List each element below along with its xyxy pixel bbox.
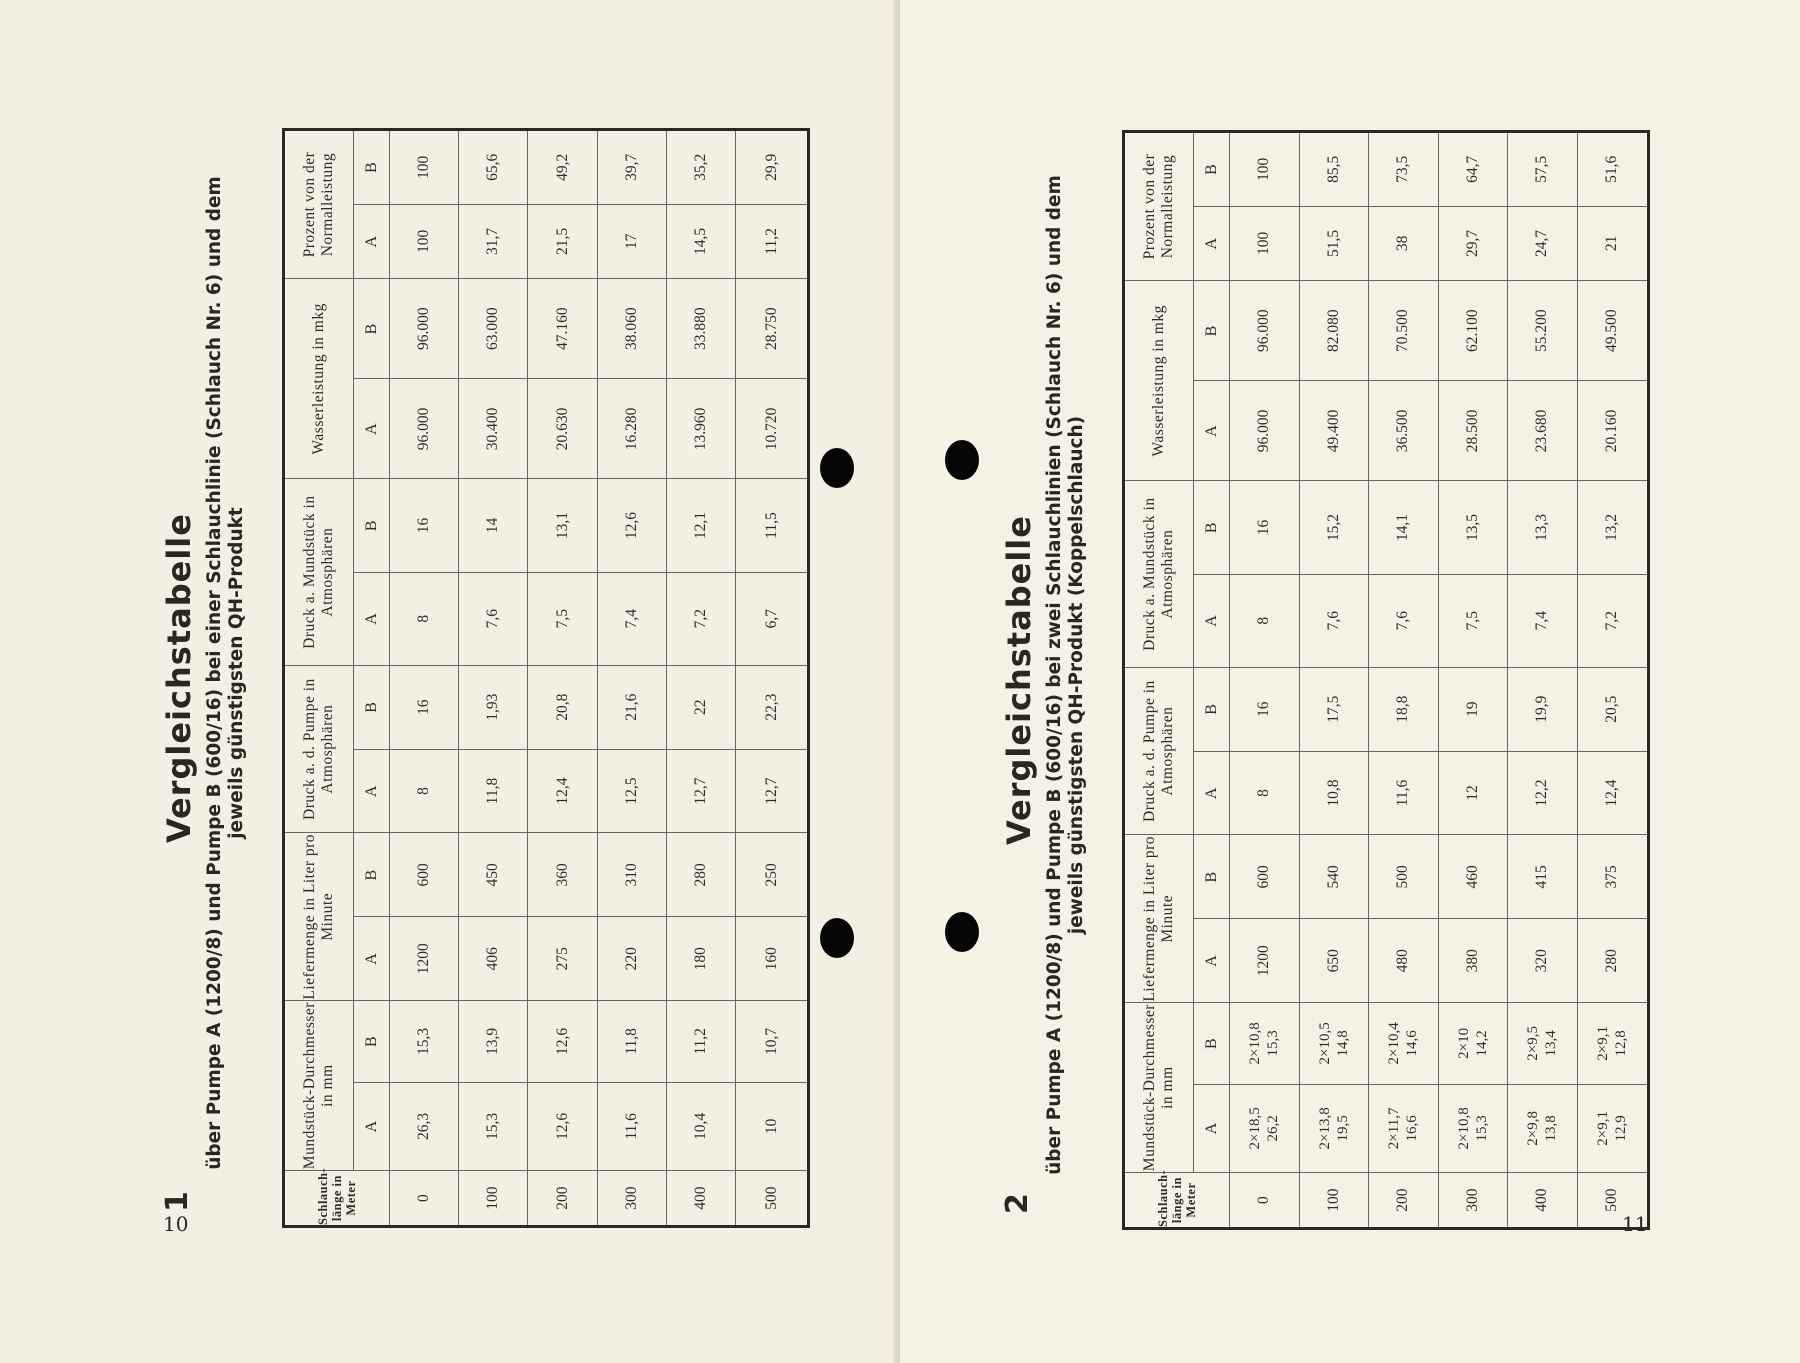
table-number: 1 <box>160 1191 195 1212</box>
cell-percent-a: 100 <box>1230 206 1300 281</box>
cell-pump-pressure-b: 16 <box>390 665 459 749</box>
cell-diameter-a: 11,6 <box>597 1082 666 1170</box>
cell-nozzle-pressure-a: 7,6 <box>459 572 528 665</box>
cell-flow-b: 250 <box>736 833 809 917</box>
cell-flow-a: 220 <box>597 917 666 1001</box>
cell-flow-a: 280 <box>1577 919 1648 1003</box>
header-b: B <box>1194 281 1230 381</box>
cell-diameter-a: 26,3 <box>390 1082 459 1170</box>
table-subtitle <box>204 134 248 1212</box>
diameter-b-line-1: 2×9,1 <box>1595 1026 1612 1061</box>
cell-percent-b: 65,6 <box>459 130 528 205</box>
cell-percent-b: 51,6 <box>1577 132 1648 207</box>
cell-percent-b: 35,2 <box>666 130 735 205</box>
cell-diameter-b <box>1508 1003 1578 1085</box>
cell-pump-pressure-a: 10,8 <box>1299 751 1369 835</box>
page-number-left: 10 <box>163 1212 189 1236</box>
diameter-a-line-1: 2×18,5 <box>1247 1107 1264 1150</box>
header-percent: Prozent von der Normalleistung <box>284 130 354 279</box>
cell-pump-pressure-b: 19,9 <box>1508 667 1578 751</box>
header-water-power: Wasserleistung in mkg <box>284 279 354 479</box>
cell-percent-a: 38 <box>1369 206 1439 281</box>
cell-diameter-b: 15,3 <box>390 1001 459 1083</box>
cell-water-power-a: 49.400 <box>1299 381 1369 481</box>
table-row <box>666 130 735 1227</box>
cell-nozzle-pressure-a: 7,4 <box>597 572 666 665</box>
table-title: Vergleichstabelle <box>1000 515 1038 845</box>
diameter-b-line-2: 14,2 <box>1473 1030 1490 1057</box>
table-1-rotated <box>160 128 810 1228</box>
cell-water-power-b: 96.000 <box>390 279 459 379</box>
header-a: A <box>354 749 390 833</box>
cell-diameter-b: 10,7 <box>736 1001 809 1083</box>
cell-nozzle-pressure-a: 7,2 <box>1577 574 1648 667</box>
table-row <box>736 130 809 1227</box>
cell-nozzle-pressure-b: 12,1 <box>666 479 735 572</box>
header-a: A <box>1194 206 1230 281</box>
cell-percent-a: 21 <box>1577 206 1648 281</box>
cell-water-power-b: 33.880 <box>666 279 735 379</box>
cell-pump-pressure-a: 12 <box>1438 751 1508 835</box>
header-b: B <box>1194 481 1230 574</box>
page-number-right: 11 <box>1622 1212 1648 1236</box>
cell-pump-pressure-b: 16 <box>1230 667 1300 751</box>
table-row <box>390 130 459 1227</box>
diameter-b-line-2: 14,6 <box>1404 1030 1421 1057</box>
table-1-heading <box>160 128 278 1228</box>
cell-flow-b: 540 <box>1299 835 1369 919</box>
diameter-a-line-1: 2×9,8 <box>1525 1111 1542 1146</box>
cell-nozzle-pressure-a: 7,5 <box>528 572 597 665</box>
header-a: A <box>354 379 390 479</box>
cell-length: 200 <box>528 1171 597 1227</box>
punch-hole <box>820 918 854 958</box>
cell-nozzle-pressure-b: 11,5 <box>736 479 809 572</box>
table-subtitle <box>1044 136 1088 1214</box>
header-b: B <box>354 479 390 572</box>
cell-water-power-b: 63.000 <box>459 279 528 379</box>
diameter-a-line-1: 2×11,7 <box>1386 1107 1403 1150</box>
cell-pump-pressure-a: 12,5 <box>597 749 666 833</box>
cell-percent-b: 29,9 <box>736 130 809 205</box>
table-row <box>1230 132 1300 1229</box>
cell-water-power-b: 55.200 <box>1508 281 1578 381</box>
cell-percent-a: 11,2 <box>736 204 809 279</box>
cell-length: 400 <box>666 1171 735 1227</box>
header-a: A <box>354 204 390 279</box>
cell-pump-pressure-b: 17,5 <box>1299 667 1369 751</box>
diameter-a-line-1: 2×10,8 <box>1455 1107 1472 1150</box>
cell-pump-pressure-a: 12,2 <box>1508 751 1578 835</box>
cell-pump-pressure-b: 18,8 <box>1369 667 1439 751</box>
header-a: A <box>1194 751 1230 835</box>
header-b: B <box>1194 1003 1230 1085</box>
cell-percent-b: 100 <box>390 130 459 205</box>
diameter-a-line-2: 16,6 <box>1404 1115 1421 1142</box>
cell-water-power-b: 28.750 <box>736 279 809 379</box>
cell-water-power-b: 62.100 <box>1438 281 1508 381</box>
cell-water-power-b: 38.060 <box>597 279 666 379</box>
table-title: Vergleichstabelle <box>160 513 198 843</box>
cell-flow-a: 406 <box>459 917 528 1001</box>
cell-diameter-b <box>1230 1003 1300 1085</box>
cell-pump-pressure-b: 22 <box>666 665 735 749</box>
diameter-b-line-1: 2×10,4 <box>1386 1022 1403 1065</box>
cell-pump-pressure-b: 22,3 <box>736 665 809 749</box>
cell-water-power-a: 28.500 <box>1438 381 1508 481</box>
diameter-a-line-2: 12,9 <box>1613 1115 1630 1142</box>
cell-percent-a: 24,7 <box>1508 206 1578 281</box>
cell-flow-a: 1200 <box>1230 919 1300 1003</box>
header-a: A <box>1194 574 1230 667</box>
header-b: B <box>354 833 390 917</box>
subtitle-line-2: jeweils günstigsten QH-Produkt (Koppelschlauch) <box>1066 415 1087 935</box>
cell-nozzle-pressure-a: 7,4 <box>1508 574 1578 667</box>
punch-hole <box>945 440 979 480</box>
cell-water-power-b: 96.000 <box>1230 281 1300 381</box>
cell-percent-a: 17 <box>597 204 666 279</box>
cell-percent-a: 31,7 <box>459 204 528 279</box>
cell-nozzle-pressure-a: 8 <box>390 572 459 665</box>
cell-pump-pressure-a: 11,6 <box>1369 751 1439 835</box>
header-b: B <box>1194 667 1230 751</box>
cell-pump-pressure-a: 8 <box>1230 751 1300 835</box>
cell-nozzle-pressure-a: 7,6 <box>1369 574 1439 667</box>
cell-flow-a: 380 <box>1438 919 1508 1003</box>
cell-diameter-a: 10,4 <box>666 1082 735 1170</box>
header-a: A <box>1194 1084 1230 1172</box>
cell-length: 300 <box>597 1171 666 1227</box>
cell-nozzle-pressure-a: 8 <box>1230 574 1300 667</box>
comparison-table-2 <box>1122 130 1650 1230</box>
table-row <box>597 130 666 1227</box>
cell-percent-a: 14,5 <box>666 204 735 279</box>
cell-diameter-a <box>1369 1084 1439 1172</box>
punch-hole <box>945 912 979 952</box>
cell-length: 500 <box>736 1171 809 1227</box>
cell-pump-pressure-a: 12,4 <box>1577 751 1648 835</box>
cell-flow-b: 600 <box>1230 835 1300 919</box>
cell-water-power-a: 36.500 <box>1369 381 1439 481</box>
comparison-table-1 <box>282 128 810 1228</box>
cell-percent-b: 85,5 <box>1299 132 1369 207</box>
header-length: Schlauch-länge in Meter <box>284 1171 390 1227</box>
cell-water-power-b: 82.080 <box>1299 281 1369 381</box>
cell-length: 0 <box>1230 1173 1300 1229</box>
cell-diameter-a: 12,6 <box>528 1082 597 1170</box>
cell-diameter-a <box>1577 1084 1648 1172</box>
cell-flow-b: 280 <box>666 833 735 917</box>
cell-flow-b: 375 <box>1577 835 1648 919</box>
cell-water-power-b: 49.500 <box>1577 281 1648 381</box>
cell-water-power-a: 10.720 <box>736 379 809 479</box>
cell-pump-pressure-b: 1,93 <box>459 665 528 749</box>
header-flow: Liefermenge in Liter pro Minute <box>1124 835 1194 1003</box>
header-b: B <box>1194 835 1230 919</box>
header-nozzle-pressure: Druck a. Mundstück in Atmosphären <box>284 479 354 665</box>
cell-diameter-b: 12,6 <box>528 1001 597 1083</box>
cell-nozzle-pressure-a: 7,2 <box>666 572 735 665</box>
cell-water-power-a: 20.160 <box>1577 381 1648 481</box>
cell-pump-pressure-b: 20,8 <box>528 665 597 749</box>
cell-water-power-a: 16.280 <box>597 379 666 479</box>
header-pump-pressure: Druck a. d. Pumpe in Atmosphären <box>1124 667 1194 835</box>
table-2-heading <box>1000 130 1118 1230</box>
cell-water-power-a: 13.960 <box>666 379 735 479</box>
header-percent: Prozent von der Normalleistung <box>1124 132 1194 281</box>
cell-percent-b: 39,7 <box>597 130 666 205</box>
punch-hole <box>820 448 854 488</box>
cell-water-power-b: 70.500 <box>1369 281 1439 381</box>
cell-pump-pressure-b: 20,5 <box>1577 667 1648 751</box>
cell-diameter-b <box>1299 1003 1369 1085</box>
header-diameter: Mundstück-Durchmesser in mm <box>1124 1003 1194 1173</box>
header-b: B <box>354 130 390 205</box>
cell-nozzle-pressure-b: 16 <box>390 479 459 572</box>
cell-flow-b: 460 <box>1438 835 1508 919</box>
cell-diameter-a <box>1230 1084 1300 1172</box>
table-row <box>1369 132 1439 1229</box>
diameter-b-line-2: 12,8 <box>1613 1030 1630 1057</box>
cell-pump-pressure-a: 11,8 <box>459 749 528 833</box>
cell-percent-a: 51,5 <box>1299 206 1369 281</box>
cell-nozzle-pressure-b: 12,6 <box>597 479 666 572</box>
cell-water-power-b: 47.160 <box>528 279 597 379</box>
cell-diameter-a <box>1299 1084 1369 1172</box>
cell-nozzle-pressure-b: 14 <box>459 479 528 572</box>
cell-nozzle-pressure-b: 13,2 <box>1577 481 1648 574</box>
cell-pump-pressure-a: 8 <box>390 749 459 833</box>
cell-length: 300 <box>1438 1173 1508 1229</box>
cell-water-power-a: 96.000 <box>390 379 459 479</box>
header-b: B <box>354 665 390 749</box>
cell-length: 200 <box>1369 1173 1439 1229</box>
header-diameter: Mundstück-Durchmesser in mm <box>284 1001 354 1171</box>
cell-percent-a: 100 <box>390 204 459 279</box>
diameter-a-line-2: 13,8 <box>1543 1115 1560 1142</box>
table-number: 2 <box>1000 1193 1035 1214</box>
header-nozzle-pressure: Druck a. Mundstück in Atmosphären <box>1124 481 1194 667</box>
cell-flow-a: 160 <box>736 917 809 1001</box>
table-row <box>528 130 597 1227</box>
header-length: Schlauch-länge in Meter <box>1124 1173 1230 1229</box>
cell-flow-b: 600 <box>390 833 459 917</box>
cell-nozzle-pressure-a: 7,5 <box>1438 574 1508 667</box>
cell-diameter-a: 10 <box>736 1082 809 1170</box>
cell-diameter-b <box>1577 1003 1648 1085</box>
diameter-a-line-2: 19,5 <box>1334 1115 1351 1142</box>
cell-flow-a: 1200 <box>390 917 459 1001</box>
diameter-b-line-1: 2×10,5 <box>1316 1022 1333 1065</box>
diameter-a-line-1: 2×13,8 <box>1316 1107 1333 1150</box>
right-page <box>900 0 1800 1363</box>
diameter-a-line-2: 26,2 <box>1265 1115 1282 1142</box>
diameter-b-line-1: 2×10,8 <box>1247 1022 1264 1065</box>
cell-percent-b: 57,5 <box>1508 132 1578 207</box>
cell-flow-a: 480 <box>1369 919 1439 1003</box>
cell-flow-a: 320 <box>1508 919 1578 1003</box>
header-a: A <box>354 572 390 665</box>
header-a: A <box>354 917 390 1001</box>
cell-flow-a: 180 <box>666 917 735 1001</box>
cell-nozzle-pressure-b: 15,2 <box>1299 481 1369 574</box>
subtitle-line-1: über Pumpe A (1200/8) und Pumpe B (600/16) bei einer Schlauchlinie (Schlauch Nr. 6) und dem <box>204 176 225 1170</box>
cell-length: 100 <box>1299 1173 1369 1229</box>
header-a: A <box>354 1082 390 1170</box>
cell-nozzle-pressure-a: 7,6 <box>1299 574 1369 667</box>
header-flow: Liefermenge in Liter pro Minute <box>284 833 354 1001</box>
cell-diameter-b: 11,2 <box>666 1001 735 1083</box>
cell-flow-a: 650 <box>1299 919 1369 1003</box>
cell-diameter-b <box>1369 1003 1439 1085</box>
cell-water-power-a: 23.680 <box>1508 381 1578 481</box>
diameter-b-line-1: 2×9,5 <box>1525 1026 1542 1061</box>
cell-diameter-b: 13,9 <box>459 1001 528 1083</box>
cell-percent-b: 64,7 <box>1438 132 1508 207</box>
table-row <box>1508 132 1578 1229</box>
cell-flow-b: 310 <box>597 833 666 917</box>
subtitle-line-2: jeweils günstigsten QH-Produkt <box>226 507 247 839</box>
cell-nozzle-pressure-b: 13,1 <box>528 479 597 572</box>
header-water-power: Wasserleistung in mkg <box>1124 281 1194 481</box>
cell-pump-pressure-b: 21,6 <box>597 665 666 749</box>
table-row <box>1577 132 1648 1229</box>
cell-flow-b: 415 <box>1508 835 1578 919</box>
table-row <box>459 130 528 1227</box>
cell-percent-b: 49,2 <box>528 130 597 205</box>
cell-pump-pressure-b: 19 <box>1438 667 1508 751</box>
cell-nozzle-pressure-b: 16 <box>1230 481 1300 574</box>
cell-length: 0 <box>390 1171 459 1227</box>
cell-diameter-a <box>1508 1084 1578 1172</box>
table-row <box>1438 132 1508 1229</box>
cell-water-power-a: 30.400 <box>459 379 528 479</box>
header-a: A <box>1194 381 1230 481</box>
cell-nozzle-pressure-b: 13,5 <box>1438 481 1508 574</box>
cell-percent-b: 73,5 <box>1369 132 1439 207</box>
diameter-b-line-2: 13,4 <box>1543 1030 1560 1057</box>
header-b: B <box>1194 132 1230 207</box>
cell-diameter-a: 15,3 <box>459 1082 528 1170</box>
cell-pump-pressure-a: 12,7 <box>666 749 735 833</box>
cell-water-power-a: 20.630 <box>528 379 597 479</box>
cell-diameter-b: 11,8 <box>597 1001 666 1083</box>
cell-length: 400 <box>1508 1173 1578 1229</box>
cell-pump-pressure-a: 12,4 <box>528 749 597 833</box>
cell-diameter-b <box>1438 1003 1508 1085</box>
cell-water-power-a: 96.000 <box>1230 381 1300 481</box>
diameter-b-line-2: 14,8 <box>1334 1030 1351 1057</box>
cell-flow-b: 360 <box>528 833 597 917</box>
cell-flow-b: 450 <box>459 833 528 917</box>
cell-percent-b: 100 <box>1230 132 1300 207</box>
subtitle-line-1: über Pumpe A (1200/8) und Pumpe B (600/16) bei zwei Schlauchlinien (Schlauch Nr. 6) und dem <box>1044 175 1065 1175</box>
table-row <box>1299 132 1369 1229</box>
cell-flow-b: 500 <box>1369 835 1439 919</box>
cell-nozzle-pressure-b: 13,3 <box>1508 481 1578 574</box>
table-2-rotated <box>1000 130 1650 1230</box>
diameter-a-line-2: 15,3 <box>1473 1115 1490 1142</box>
cell-flow-a: 275 <box>528 917 597 1001</box>
cell-length: 100 <box>459 1171 528 1227</box>
diameter-a-line-1: 2×9,1 <box>1595 1111 1612 1146</box>
cell-length: 500 <box>1577 1173 1648 1229</box>
cell-nozzle-pressure-b: 14,1 <box>1369 481 1439 574</box>
cell-percent-a: 29,7 <box>1438 206 1508 281</box>
cell-diameter-a <box>1438 1084 1508 1172</box>
cell-nozzle-pressure-a: 6,7 <box>736 572 809 665</box>
cell-percent-a: 21,5 <box>528 204 597 279</box>
diameter-b-line-2: 15,3 <box>1265 1030 1282 1057</box>
diameter-b-line-1: 2×10 <box>1455 1027 1472 1059</box>
header-b: B <box>354 1001 390 1083</box>
header-a: A <box>1194 919 1230 1003</box>
header-b: B <box>354 279 390 379</box>
cell-pump-pressure-a: 12,7 <box>736 749 809 833</box>
header-pump-pressure: Druck a. d. Pumpe in Atmosphären <box>284 665 354 833</box>
